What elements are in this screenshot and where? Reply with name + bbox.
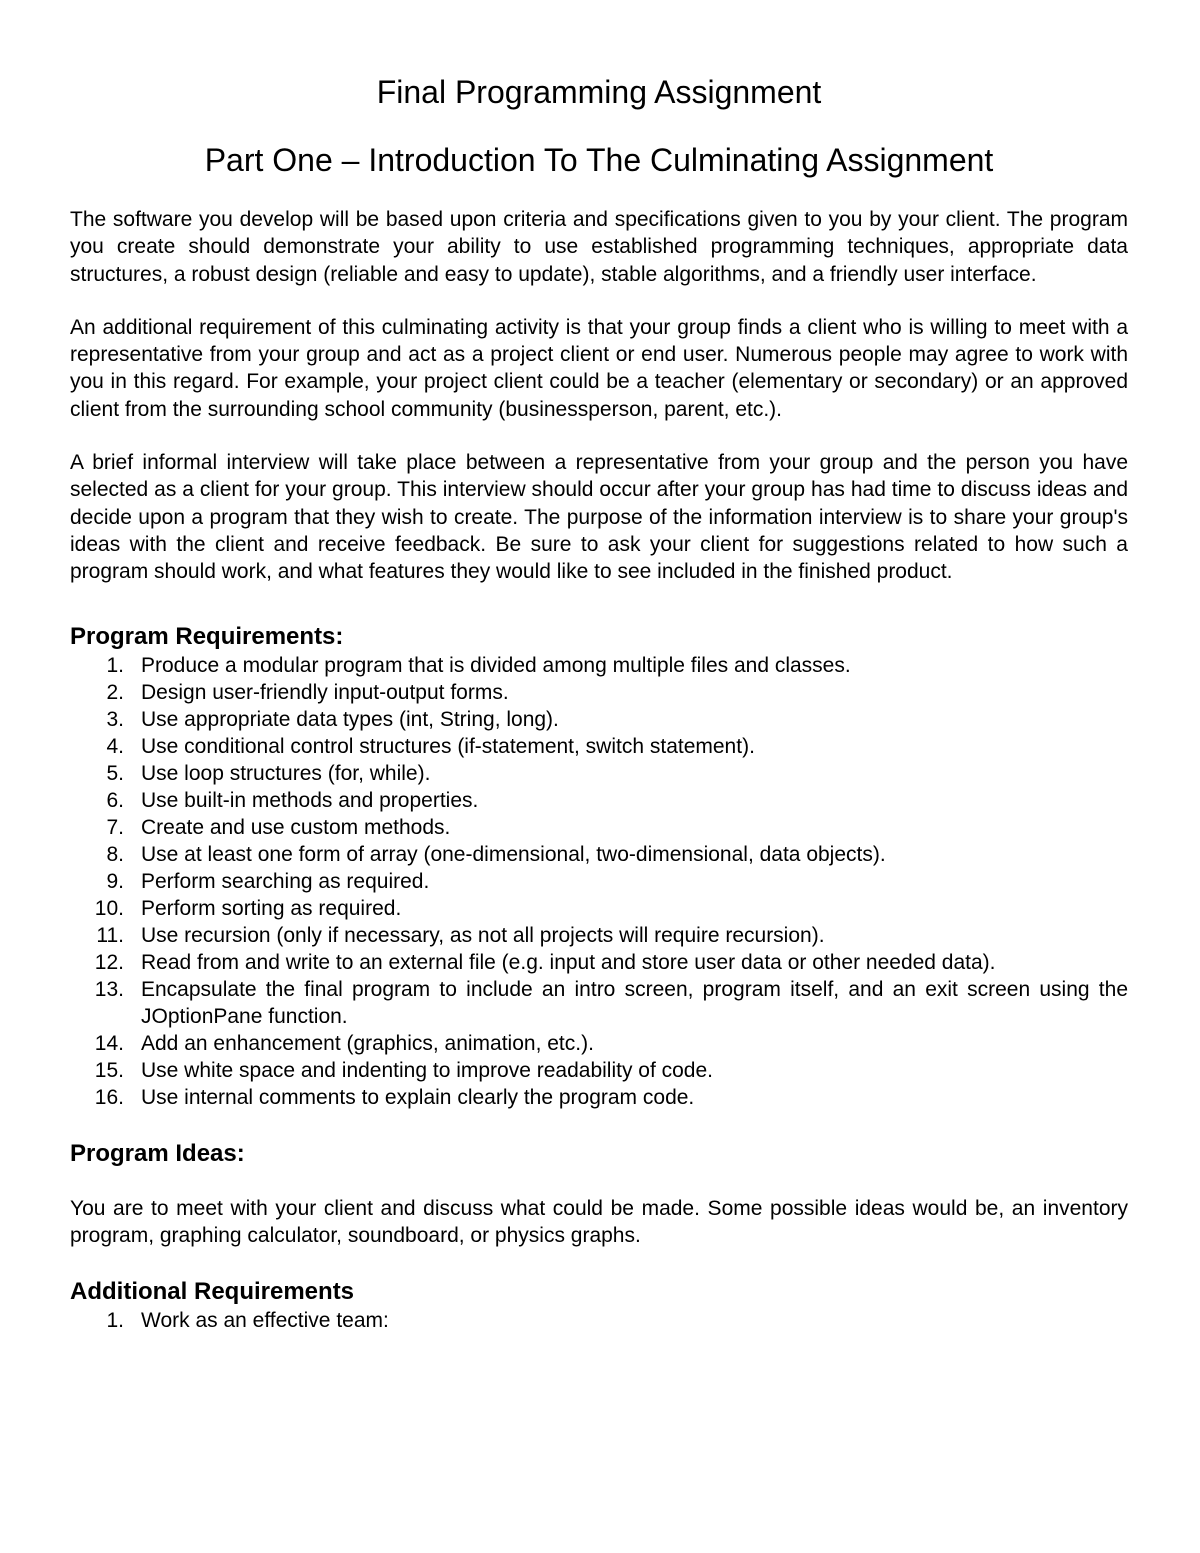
program-ideas-paragraph: You are to meet with your client and discuss what could be made. Some possible ideas would be, an inventory program, graphing calculator, soundboard, or physics graphs. xyxy=(70,1196,1128,1247)
list-number: 12. xyxy=(94,950,124,974)
list-item-text: Work as an effective team: xyxy=(141,1309,389,1333)
list-number: 7. xyxy=(106,815,124,839)
list-number: 9. xyxy=(106,869,124,893)
document-title: Final Programming Assignment xyxy=(376,74,822,110)
list-item xyxy=(70,733,1128,760)
list-number: 1. xyxy=(106,653,124,677)
list-item-text: Use internal comments to explain clearly the program code. xyxy=(141,1085,695,1109)
document-page xyxy=(70,72,1128,1334)
list-item-text: Use conditional control structures (if-statement, switch statement). xyxy=(141,734,755,758)
list-item-text: Use built-in methods and properties. xyxy=(141,788,479,812)
list-item-text: Use at least one form of array (one-dimensional, two-dimensional, data objects). xyxy=(141,842,886,866)
list-item xyxy=(70,1030,1128,1057)
list-item-text: Perform searching as required. xyxy=(141,869,430,893)
list-item xyxy=(70,814,1128,841)
list-item xyxy=(70,760,1128,787)
list-number: 4. xyxy=(106,734,124,758)
list-item-text: Read from and write to an external file (e.g. input and store user data or other needed data). xyxy=(141,950,996,974)
list-item xyxy=(70,922,1128,949)
list-item-text: Use appropriate data types (int, String, long). xyxy=(141,707,559,731)
intro-paragraph: An additional requirement of this culminating activity is that your group finds a client who is willing to meet with a representative from your group and act as a project client or end user. Numerous people may agree to work with you in this regard. For example, your project client could be a teacher (elementary or secondary) or an approved client from the surrounding school community (businessperson, parent, etc.). xyxy=(70,315,1128,421)
document-subtitle: Part One – Introduction To The Culminating Assignment xyxy=(204,142,994,178)
program-requirements-list xyxy=(70,652,1128,1111)
list-number: 1. xyxy=(106,1309,124,1333)
list-item-text: Produce a modular program that is divided among multiple files and classes. xyxy=(141,653,851,677)
list-item xyxy=(70,868,1128,895)
list-number: 11. xyxy=(96,923,124,947)
intro-paragraph: The software you develop will be based upon criteria and specifications given to you by your client. The program you create should demonstrate your ability to use established programming techniques, appropriate data structures, a robust design (reliable and easy to update), stable algorithms, and a friendly user interface. xyxy=(70,208,1128,286)
list-item-text: Use loop structures (for, while). xyxy=(141,761,431,785)
list-item-text: Encapsulate the final program to include an intro screen, program itself, and an exit screen using the JOptionPane function. xyxy=(141,977,1128,1028)
list-item xyxy=(70,652,1128,679)
additional-requirements-list xyxy=(70,1307,1128,1334)
list-number: 14. xyxy=(94,1031,124,1055)
additional-requirements-heading: Additional Requirements xyxy=(70,1278,355,1306)
list-item-text: Use white space and indenting to improve readability of code. xyxy=(141,1058,714,1082)
list-item-text: Create and use custom methods. xyxy=(141,815,451,839)
list-item-text: Design user-friendly input-output forms. xyxy=(141,680,509,704)
list-number: 16. xyxy=(94,1085,124,1109)
list-item-text: Use recursion (only if necessary, as not all projects will require recursion). xyxy=(141,923,825,947)
program-requirements-heading: Program Requirements: xyxy=(70,622,344,650)
list-number: 13. xyxy=(94,977,124,1001)
list-number: 10. xyxy=(94,896,124,920)
program-ideas-heading: Program Ideas: xyxy=(70,1139,245,1167)
list-number: 2. xyxy=(106,680,124,704)
list-item xyxy=(70,841,1128,868)
list-item xyxy=(70,706,1128,733)
list-item xyxy=(70,787,1128,814)
list-item xyxy=(70,1084,1128,1111)
list-item-text: Perform sorting as required. xyxy=(141,896,402,920)
list-number: 15. xyxy=(94,1058,124,1082)
intro-paragraph: A brief informal interview will take place between a representative from your group and the person you have selected as a client for your group. This interview should occur after your group has had time to discuss ideas and decide upon a program that they wish to create. The purpose of the information interview is to share your group's ideas with the client and receive feedback. Be sure to ask your client for suggestions related to how such a program should work, and what features they would like to see included in the finished product. xyxy=(70,451,1128,584)
list-number: 8. xyxy=(106,842,124,866)
list-number: 5. xyxy=(106,761,124,785)
list-item xyxy=(70,895,1128,922)
list-number: 3. xyxy=(106,707,124,731)
list-item xyxy=(70,1307,1128,1334)
list-item xyxy=(70,1057,1128,1084)
list-item-text: Add an enhancement (graphics, animation, etc.). xyxy=(141,1031,594,1055)
list-item xyxy=(70,679,1128,706)
list-item xyxy=(70,949,1128,976)
list-item xyxy=(70,976,1128,1030)
list-number: 6. xyxy=(106,788,124,812)
